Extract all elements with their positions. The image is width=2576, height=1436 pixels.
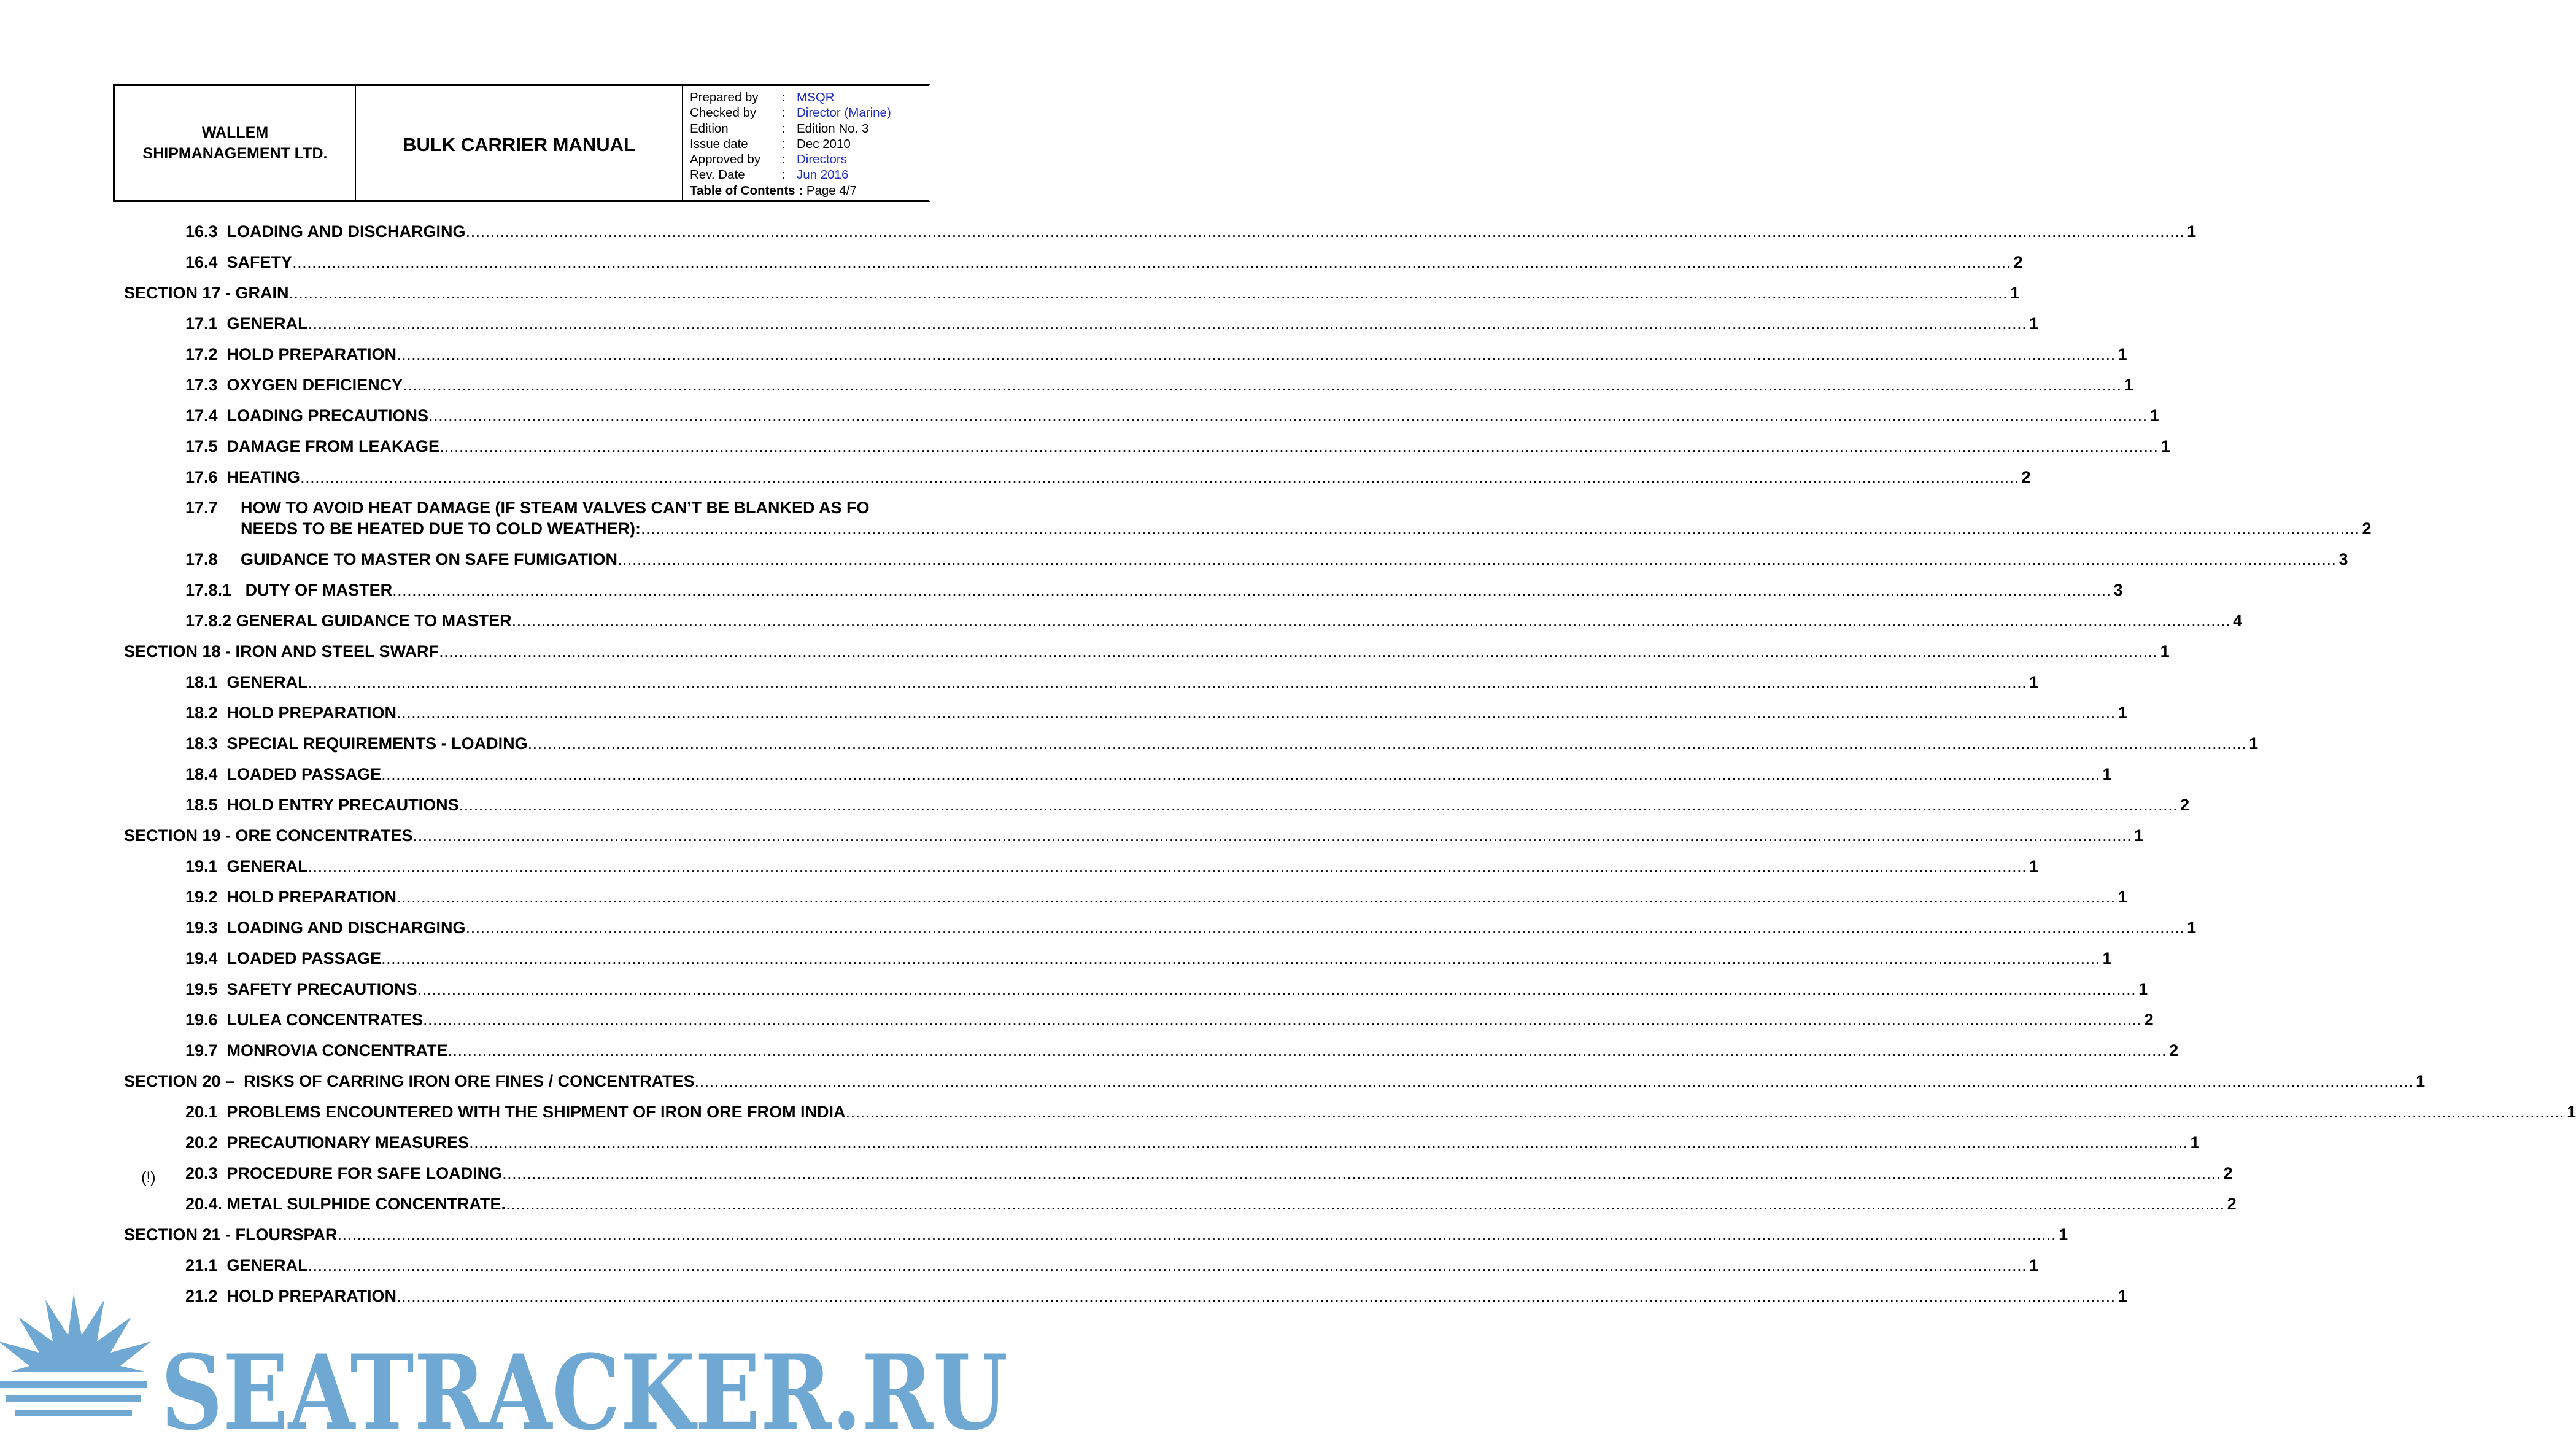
toc-leader-dots (695, 1072, 2414, 1091)
toc-leader-dots (396, 704, 2116, 723)
toc-entry-text: SECTION 21 - FLOURSPAR (124, 1225, 338, 1244)
toc-entry-text: 17.8.2 GENERAL GUIDANCE TO MASTER (185, 611, 512, 630)
toc-page-number: 1 (2029, 857, 2039, 875)
toc-leader-dots (846, 1103, 2565, 1122)
toc-page-number: 1 (2567, 1103, 2576, 1121)
toc-entry-text: SECTION 19 - ORE CONCENTRATES (124, 826, 413, 845)
toc-entry-text: 19.7 MONROVIA CONCENTRATE (185, 1041, 448, 1060)
toc-page-number: 2 (2169, 1041, 2179, 1060)
toc-entry-text: 19.6 LULEA CONCENTRATES (185, 1011, 424, 1029)
toc-leader-dots (308, 857, 2027, 876)
toc-leader-dots (506, 1195, 2225, 1214)
toc-page-number: 1 (2102, 765, 2112, 783)
toc-page-number: 1 (2118, 1287, 2127, 1305)
toc-entry-text: SECTION 18 - IRON AND STEEL SWARF (124, 642, 439, 661)
toc-entry-text: 20.1 PROBLEMS ENCOUNTERED WITH THE SHIPMENT OF IRON ORE FROM INDIA (185, 1103, 846, 1121)
toc-page-number: 1 (2187, 222, 2197, 241)
toc-entry-text: 17.8.1 DUTY OF MASTER (185, 581, 393, 599)
meta-row-approved: Approved by : Directors (690, 152, 848, 167)
toc-leader-dots (396, 345, 2116, 364)
toc-entry-text: 18.4 LOADED PASSAGE (185, 765, 382, 783)
toc-leader-dots (381, 949, 2100, 968)
toc-entry-text: 17.4 LOADING PRECAUTIONS (185, 406, 429, 425)
toc-leader-dots (308, 673, 2027, 692)
toc-entry-text: 21.2 HOLD PREPARATION (185, 1287, 397, 1305)
toc-page-number: 1 (2416, 1072, 2426, 1090)
meta-row-edition: Edition : Edition No. 3 (690, 121, 869, 136)
toc-leader-dots (459, 796, 2178, 815)
toc-entry[interactable] (185, 1103, 2576, 1122)
toc-page-number: 3 (2338, 550, 2348, 569)
toc-page-number: 1 (2249, 734, 2259, 753)
toc-entry-text: 19.1 GENERAL (185, 857, 308, 875)
toc-entry[interactable] (185, 406, 2159, 425)
company-name-line1: WALLEM (201, 124, 269, 141)
meta-row-issue-date: Issue date : Dec 2010 (690, 136, 851, 151)
toc-leader-dots (502, 1164, 2221, 1183)
toc-page-number: 2 (2223, 1164, 2233, 1182)
toc-entry[interactable] (185, 253, 2023, 272)
revision-marker: (!) (141, 1169, 156, 1186)
toc-entry[interactable] (124, 826, 2144, 845)
meta-row-rev-date: Rev. Date : Jun 2016 (690, 168, 849, 182)
toc-entry-text: GUIDANCE TO MASTER ON SAFE FUMIGATION (241, 550, 617, 569)
toc-page-number: 1 (2138, 980, 2148, 998)
toc-entry[interactable] (185, 673, 2039, 692)
toc-entry-text: 17.1 GENERAL (185, 314, 308, 333)
toc-leader-dots (289, 284, 2008, 303)
toc-leader-dots (466, 222, 2185, 241)
toc-entry[interactable] (241, 550, 2348, 569)
toc-leader-dots (641, 519, 2360, 538)
toc-entry-text: 18.5 HOLD ENTRY PRECAUTIONS (185, 796, 459, 814)
toc-leader-dots (528, 734, 2247, 753)
toc-entry[interactable] (185, 1195, 2237, 1214)
toc-entry[interactable] (185, 581, 2123, 600)
toc-leader-dots (439, 437, 2159, 456)
toc-entry[interactable] (185, 980, 2148, 999)
toc-page-number: 1 (2029, 673, 2039, 691)
toc-entry-text: 19.3 LOADING AND DISCHARGING (185, 918, 466, 937)
toc-page-number: 1 (2059, 1225, 2068, 1244)
toc-entry[interactable] (185, 314, 2039, 333)
toc-entry-text: 19.2 HOLD PREPARATION (185, 888, 397, 906)
toc-leader-dots (403, 376, 2122, 395)
toc-leader-dots (308, 314, 2027, 333)
toc-leader-dots (512, 611, 2231, 631)
meta-row-checked: Checked by : Director (Marine) (690, 106, 891, 120)
toc-page-number: 1 (2029, 1256, 2039, 1275)
toc-entry[interactable] (185, 1133, 2200, 1152)
toc-leader-dots (448, 1041, 2167, 1060)
toc-page-number: 3 (2113, 581, 2123, 599)
toc-entry[interactable] (185, 611, 2243, 631)
toc-page-number: 2 (2227, 1195, 2237, 1213)
toc-entry[interactable] (185, 1164, 2233, 1183)
toc-entry[interactable] (241, 519, 2372, 538)
toc-entry-number[interactable]: 17.7 (185, 499, 218, 517)
toc-entry[interactable] (185, 888, 2127, 907)
toc-leader-dots (381, 765, 2100, 784)
toc-entry-text: 17.3 OXYGEN DEFICIENCY (185, 376, 403, 394)
toc-page-number: 1 (2134, 826, 2144, 845)
toc-entry-text: 19.5 SAFETY PRECAUTIONS (185, 980, 417, 998)
toc-entry[interactable] (185, 765, 2112, 784)
toc-leader-dots (428, 406, 2148, 425)
toc-entry[interactable] (185, 704, 2127, 723)
toc-leader-dots (392, 581, 2111, 600)
toc-leader-dots (292, 253, 2011, 272)
toc-page-number: 1 (2118, 345, 2127, 363)
toc-page-number: 1 (2160, 437, 2170, 456)
meta-row-prepared: Prepared by : MSQR (690, 90, 835, 104)
toc-page-number: 1 (2187, 918, 2197, 937)
toc-entry[interactable] (124, 1225, 2068, 1244)
sun-logo-icon (0, 1294, 151, 1416)
toc-page-number: 1 (2010, 284, 2020, 302)
toc-entry[interactable] (185, 1041, 2179, 1060)
toc-leader-dots (338, 1225, 2057, 1244)
toc-entry[interactable] (185, 796, 2190, 815)
toc-entry-text: 20.4. METAL SULPHIDE CONCENTRATE. (185, 1195, 506, 1213)
toc-entry-text: 18.3 SPECIAL REQUIREMENTS - LOADING (185, 734, 528, 753)
toc-entry-number[interactable]: 17.8 (185, 550, 218, 569)
toc-page-number: 2 (2021, 468, 2031, 486)
toc-page-number: 1 (2149, 406, 2159, 425)
toc-page-number: 2 (2013, 253, 2023, 271)
toc-leader-dots (396, 888, 2116, 907)
watermark (0, 1292, 1015, 1436)
manual-title: BULK CARRIER MANUAL (357, 86, 683, 200)
toc-entry[interactable] (185, 949, 2112, 968)
toc-leader-dots (466, 918, 2185, 937)
toc-page-number: 2 (2362, 519, 2372, 538)
toc-entry[interactable] (124, 642, 2170, 661)
document-meta (683, 86, 929, 200)
toc-page-number: 1 (2160, 642, 2170, 661)
toc-entry[interactable] (185, 437, 2170, 456)
toc-leader-dots (308, 1256, 2027, 1275)
toc-leader-dots (413, 826, 2132, 845)
toc-entry[interactable] (185, 1011, 2154, 1030)
toc-entry-text: 18.1 GENERAL (185, 673, 308, 691)
meta-row-toc-page: Table of Contents : Page 4/7 (690, 183, 857, 198)
toc-entry[interactable] (185, 376, 2133, 395)
toc-page-number: 4 (2233, 611, 2243, 630)
toc-page-number: 1 (2102, 949, 2112, 968)
toc-entry-text: 16.4 SAFETY (185, 253, 293, 271)
toc-leader-dots (423, 1011, 2142, 1030)
toc-entry[interactable] (185, 1256, 2039, 1275)
toc-page-number: 1 (2118, 704, 2127, 722)
toc-page-number: 2 (2180, 796, 2190, 814)
toc-entry-text: 20.2 PRECAUTIONARY MEASURES (185, 1133, 470, 1152)
toc-entry[interactable] (185, 918, 2197, 937)
toc-entry[interactable] (124, 284, 2020, 303)
toc-entry-text: 17.6 HEATING (185, 468, 301, 486)
toc-entry-text: 17.2 HOLD PREPARATION (185, 345, 397, 363)
toc-entry-text: 16.3 LOADING AND DISCHARGING (185, 222, 466, 241)
toc-page-number: 1 (2029, 314, 2039, 333)
watermark-text: SEATRACKER.RU (161, 1332, 1008, 1436)
toc-entry[interactable] (185, 857, 2039, 876)
toc-entry-text: 19.4 LOADED PASSAGE (185, 949, 382, 968)
toc-entry-text: SECTION 20 – RISKS OF CARRING IRON ORE FINES / CONCENTRATES (124, 1072, 695, 1090)
toc-leader-dots (439, 642, 2158, 661)
toc-entry-text: 17.5 DAMAGE FROM LEAKAGE (185, 437, 440, 456)
toc-page-number: 1 (2190, 1133, 2200, 1152)
toc-leader-dots (469, 1133, 2188, 1152)
toc-entry-text: NEEDS TO BE HEATED DUE TO COLD WEATHER): (241, 519, 641, 538)
toc-entry-text: SECTION 17 - GRAIN (124, 284, 289, 302)
toc-entry[interactable] (124, 1072, 2426, 1091)
toc-entry-text[interactable]: HOW TO AVOID HEAT DAMAGE (IF STEAM VALVES CAN’T BE BLANKED AS FO (241, 499, 870, 517)
company-cell (115, 86, 357, 200)
toc-entry-text: 20.3 PROCEDURE FOR SAFE LOADING (185, 1164, 503, 1182)
toc-entry-text: 21.1 GENERAL (185, 1256, 308, 1275)
toc-leader-dots (417, 980, 2137, 999)
toc-page-number: 1 (2118, 888, 2127, 906)
toc-entry[interactable] (185, 345, 2127, 364)
toc-leader-dots (300, 468, 2019, 487)
toc-leader-dots (617, 550, 2337, 569)
toc-entry[interactable] (185, 222, 2197, 241)
toc-page-number: 2 (2144, 1011, 2154, 1029)
toc-entry-text: 18.2 HOLD PREPARATION (185, 704, 397, 722)
toc-entry[interactable] (185, 734, 2259, 753)
document-header (113, 84, 930, 202)
toc-entry[interactable] (185, 468, 2031, 487)
toc-page-number: 1 (2124, 376, 2133, 394)
company-name-line2: SHIPMANAGEMENT LTD. (142, 145, 328, 162)
